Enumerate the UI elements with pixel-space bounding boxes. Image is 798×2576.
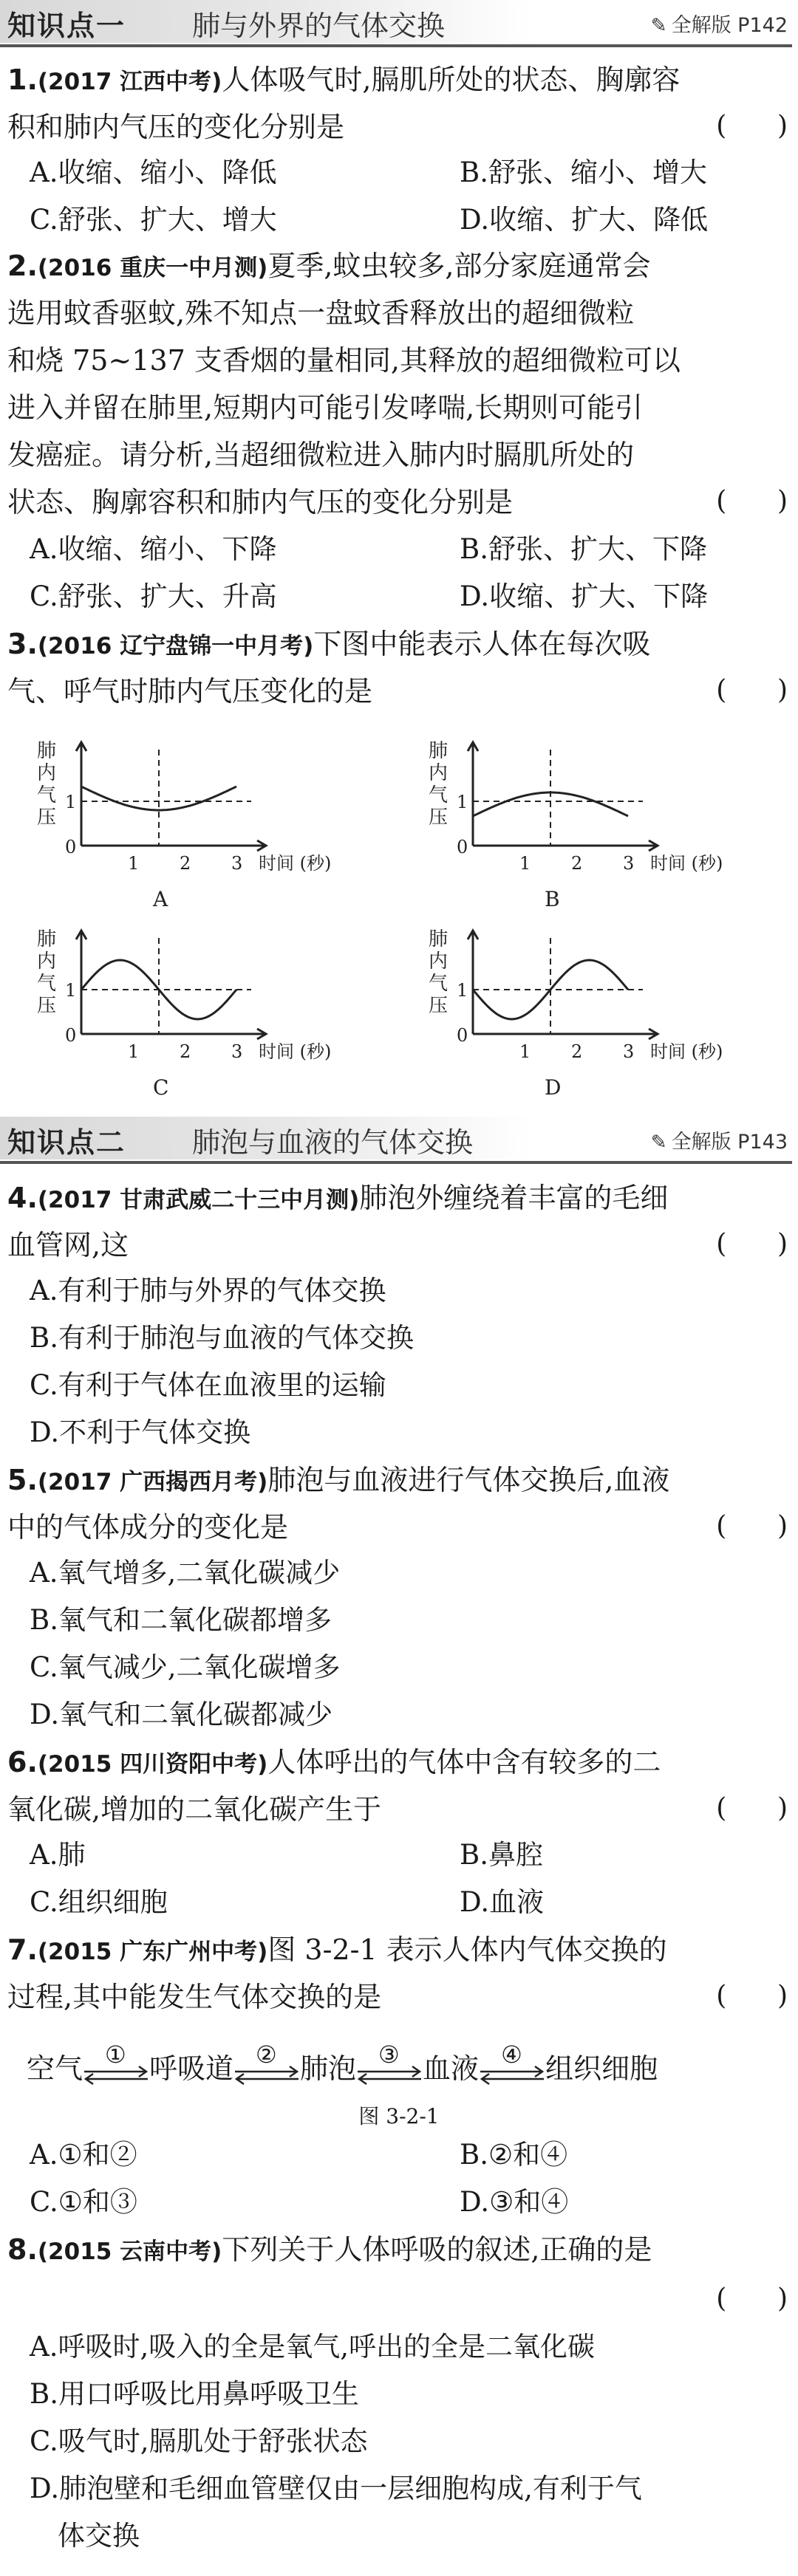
question-2-line4: 进入并留在肺里,短期内可能引发哮喘,长期则可能引 xyxy=(7,391,644,424)
option-b[interactable]: B.鼻腔 xyxy=(460,1839,543,1871)
option-b[interactable]: B.舒张、扩大、下降 xyxy=(460,533,707,565)
flow-node: 组织细胞 xyxy=(545,2052,658,2085)
pencil-icon: ✎ xyxy=(650,1131,667,1154)
option-d[interactable]: D.肺泡壁和毛细血管壁仅由一层细胞构成,有利于气 xyxy=(30,2473,642,2504)
option-b[interactable]: B.氧气和二氧化碳都增多 xyxy=(30,1604,332,1636)
option-a[interactable]: A.收缩、缩小、降低 xyxy=(30,157,277,188)
x-tick-label: 2 xyxy=(571,853,583,874)
section-title: 肺与外界的气体交换 xyxy=(192,10,446,42)
flow-node: 呼吸道 xyxy=(149,2052,234,2085)
answer-blank[interactable]: ( ) xyxy=(716,675,788,705)
graph-c xyxy=(22,923,377,1100)
figure-caption: 图 3-2-1 xyxy=(358,2104,440,2128)
flow-node: 肺泡 xyxy=(300,2052,357,2085)
y-tick-label: 1 xyxy=(457,980,468,1001)
option-a[interactable]: A.有利于肺与外界的气体交换 xyxy=(30,1275,386,1306)
exchange-arrow: ③ xyxy=(356,2057,423,2086)
exchange-arrow: ① xyxy=(83,2057,149,2086)
option-d-continued: 体交换 xyxy=(58,2520,140,2552)
question-3-line1: 3.(2016 辽宁盘锦一中月考)下图中能表示人体在每次吸 xyxy=(7,628,651,660)
x-tick-label: 3 xyxy=(231,853,243,874)
option-b[interactable]: B.用口呼吸比用鼻呼吸卫生 xyxy=(30,2378,359,2410)
option-d[interactable]: D.③和④ xyxy=(460,2186,569,2218)
y-axis-label-char: 气 xyxy=(37,784,57,806)
y-axis-label-char: 肺 xyxy=(429,740,449,762)
option-c[interactable]: C.组织细胞 xyxy=(30,1886,168,1918)
x-tick-label: 1 xyxy=(128,1041,140,1062)
y-axis-label-char: 压 xyxy=(37,806,57,829)
graph-a xyxy=(22,735,377,912)
graph-d xyxy=(414,923,768,1100)
flow-node: 空气 xyxy=(27,2052,83,2085)
flow-node: 血液 xyxy=(423,2052,480,2085)
question-2-line2: 选用蚊香驱蚊,殊不知点一盘蚊香释放出的超细微粒 xyxy=(7,297,635,329)
exchange-arrow: ④ xyxy=(479,2057,545,2086)
question-7-line2: 过程,其中能发生气体交换的是 xyxy=(7,1981,382,2013)
question-4-line1: 4.(2017 甘肃武威二十三中月测)肺泡外缠绕着丰富的毛细 xyxy=(7,1182,669,1214)
option-c[interactable]: C.①和③ xyxy=(30,2186,137,2218)
answer-blank[interactable]: ( ) xyxy=(716,1229,788,1259)
y-axis-label-char: 内 xyxy=(429,762,449,784)
y-tick-label: 1 xyxy=(65,980,77,1001)
x-tick-label: 1 xyxy=(519,853,531,874)
question-2-line5: 发癌症。请分析,当超细微粒进入肺内时膈肌所处的 xyxy=(7,439,635,471)
graph-label: A xyxy=(153,887,168,911)
option-c[interactable]: C.氧气减少,二氧化碳增多 xyxy=(30,1651,341,1683)
option-b[interactable]: B.舒张、缩小、增大 xyxy=(460,157,707,188)
y-axis-label-char: 肺 xyxy=(429,928,449,950)
x-axis-label: 时间 (秒) xyxy=(650,1041,723,1062)
section-tag: 知识点二 xyxy=(7,1126,126,1159)
x-tick-label: 1 xyxy=(519,1041,531,1062)
graph-label: B xyxy=(545,887,560,911)
y-axis-label-char: 压 xyxy=(429,995,449,1017)
answer-blank[interactable]: ( ) xyxy=(716,1793,788,1823)
x-axis-label: 时间 (秒) xyxy=(259,1041,332,1062)
origin-label: 0 xyxy=(457,1025,468,1046)
y-tick-label: 1 xyxy=(457,792,468,812)
question-3-line2: 气、呼气时肺内气压变化的是 xyxy=(7,675,373,708)
y-axis-label-char: 内 xyxy=(37,950,57,973)
graph-b xyxy=(414,735,768,912)
question-4-line2: 血管网,这 xyxy=(7,1229,129,1261)
question-5-line1: 5.(2017 广西揭西月考)肺泡与血液进行气体交换后,血液 xyxy=(7,1464,670,1496)
x-tick-label: 3 xyxy=(623,1041,635,1062)
graph-label: D xyxy=(545,1075,562,1100)
y-axis-label-char: 肺 xyxy=(37,740,57,762)
question-1-line1: 1.(2017 江西中考)人体吸气时,膈肌所处的状态、胸廓容 xyxy=(7,64,681,96)
x-tick-label: 2 xyxy=(180,853,191,874)
question-6-line1: 6.(2015 四川资阳中考)人体呼出的气体中含有较多的二 xyxy=(7,1746,661,1778)
x-axis-label: 时间 (秒) xyxy=(650,853,723,874)
y-axis-label-char: 肺 xyxy=(37,928,57,950)
option-d[interactable]: D.血液 xyxy=(460,1886,545,1918)
answer-blank[interactable]: ( ) xyxy=(716,486,788,516)
pencil-icon: ✎ xyxy=(650,15,667,37)
section-header-2 xyxy=(0,1117,798,1164)
option-d[interactable]: D.收缩、扩大、下降 xyxy=(460,580,709,612)
question-1-line2: 积和肺内气压的变化分别是 xyxy=(7,111,345,143)
answer-blank[interactable]: ( ) xyxy=(716,1511,788,1541)
question-2-line6: 状态、胸廓容积和肺内气压的变化分别是 xyxy=(7,486,514,518)
question-2-line1: 2.(2016 重庆一中月测)夏季,蚊虫较多,部分家庭通常会 xyxy=(7,250,651,282)
option-c[interactable]: C.舒张、扩大、升高 xyxy=(30,580,277,612)
option-a[interactable]: A.①和② xyxy=(30,2139,137,2171)
origin-label: 0 xyxy=(65,837,77,857)
x-tick-label: 3 xyxy=(231,1041,243,1062)
y-axis-label-char: 压 xyxy=(429,806,449,829)
question-5-line2: 中的气体成分的变化是 xyxy=(7,1511,289,1544)
gas-exchange-flow xyxy=(27,2040,658,2086)
x-axis-label: 时间 (秒) xyxy=(259,853,332,874)
option-b[interactable]: B.有利于肺泡与血液的气体交换 xyxy=(30,1322,414,1354)
option-a[interactable]: A.呼吸时,吸入的全是氧气,呼出的全是二氧化碳 xyxy=(30,2331,596,2363)
option-a[interactable]: A.肺 xyxy=(30,1839,86,1871)
question-6-line2: 氧化碳,增加的二氧化碳产生于 xyxy=(7,1793,382,1826)
x-tick-label: 1 xyxy=(128,853,140,874)
y-tick-label: 1 xyxy=(65,792,77,812)
option-d[interactable]: D.收缩、扩大、降低 xyxy=(460,204,709,236)
question-2-line3: 和烧 75~137 支香烟的量相同,其释放的超细微粒可以 xyxy=(7,344,681,377)
y-axis-label-char: 内 xyxy=(429,950,449,973)
origin-label: 0 xyxy=(457,837,468,857)
option-d[interactable]: D.氧气和二氧化碳都减少 xyxy=(30,1699,333,1730)
origin-label: 0 xyxy=(65,1025,77,1046)
option-c[interactable]: C.吸气时,膈肌处于舒张状态 xyxy=(30,2425,368,2457)
option-c[interactable]: C.有利于气体在血液里的运输 xyxy=(30,1369,386,1401)
option-a[interactable]: A.收缩、缩小、下降 xyxy=(30,533,277,565)
option-c[interactable]: C.舒张、扩大、增大 xyxy=(30,204,277,236)
graph-label: C xyxy=(153,1075,169,1100)
y-axis-label-char: 气 xyxy=(37,973,57,995)
section-title: 肺泡与血液的气体交换 xyxy=(192,1126,474,1159)
x-tick-label: 3 xyxy=(623,853,635,874)
answer-blank[interactable]: ( ) xyxy=(716,111,788,141)
y-axis-label-char: 气 xyxy=(429,784,449,806)
option-d[interactable]: D.不利于气体交换 xyxy=(30,1417,251,1448)
y-axis-label-char: 压 xyxy=(37,995,57,1017)
section-header-1 xyxy=(0,0,798,47)
answer-ref[interactable]: ✎ 全解版 P142 xyxy=(650,14,788,37)
question-8-line1: 8.(2015 云南中考)下列关于人体呼吸的叙述,正确的是 xyxy=(7,2233,652,2266)
question-7-line1: 7.(2015 广东广州中考)图 3-2-1 表示人体内气体交换的 xyxy=(7,1933,667,1966)
option-a[interactable]: A.氧气增多,二氧化碳减少 xyxy=(30,1557,341,1589)
answer-blank[interactable]: ( ) xyxy=(716,2284,788,2314)
exchange-arrow: ② xyxy=(233,2057,300,2086)
y-axis-label-char: 内 xyxy=(37,762,57,784)
option-b[interactable]: B.②和④ xyxy=(460,2139,568,2171)
y-axis-label-char: 气 xyxy=(429,973,449,995)
section-tag: 知识点一 xyxy=(7,10,126,42)
answer-ref[interactable]: ✎ 全解版 P143 xyxy=(650,1131,788,1154)
x-tick-label: 2 xyxy=(180,1041,191,1062)
answer-blank[interactable]: ( ) xyxy=(716,1981,788,2011)
x-tick-label: 2 xyxy=(571,1041,583,1062)
